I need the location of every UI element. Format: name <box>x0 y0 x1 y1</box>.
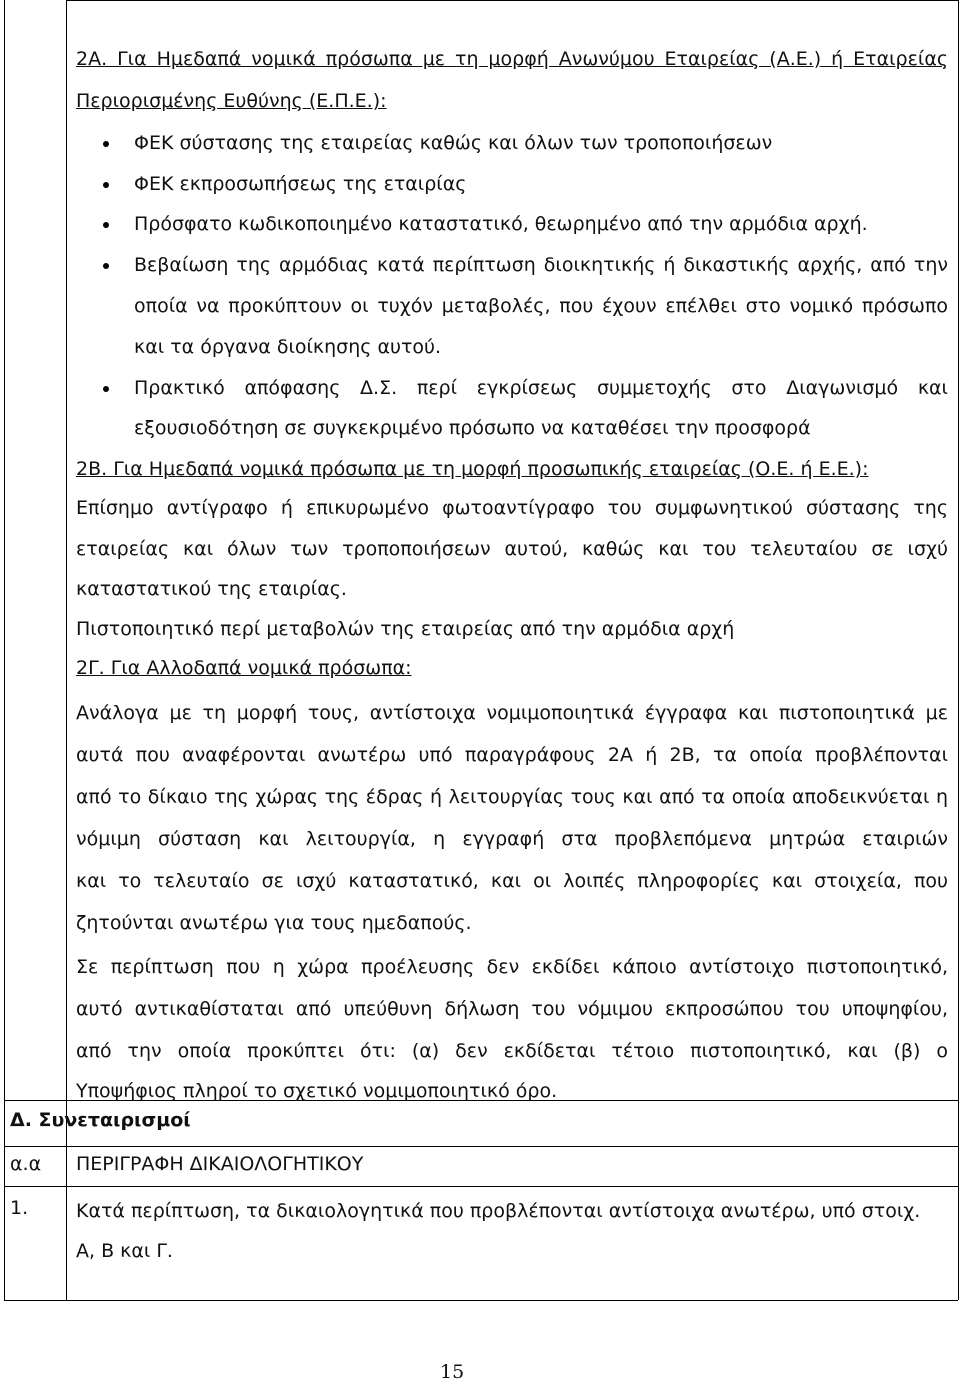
bullet-icon <box>103 263 109 269</box>
table-header-description: ΠΕΡΙΓΡΑΦΗ ΔΙΚΑΙΟΛΟΓΗΤΙΚΟΥ <box>76 1153 364 1175</box>
table-left-border <box>4 0 5 1300</box>
section-2c-heading: 2Γ. Για Αλλοδαπά νομικά πρόσωπα: <box>76 657 412 679</box>
table-right-border <box>958 0 959 1300</box>
section-2a-heading-line2: Περιορισμένης Ευθύνης (Ε.Π.Ε.): <box>76 90 387 112</box>
section-2a-heading-line1: 2Α. Για Ημεδαπά νομικά πρόσωπα με τη μορφή Ανωνύμου Εταιρείας (Α.Ε.) ή Εταιρείας <box>76 48 948 70</box>
table-bottom-border <box>4 1300 958 1301</box>
page-number: 15 <box>440 1361 465 1383</box>
section-2b-paragraph-line: εταιρείας και όλων των τροποποιήσεων αυτού, καθώς και του τελευταίου σε ισχύ <box>76 538 948 560</box>
table-row-number: 1. <box>10 1197 29 1219</box>
bullet-item-text: ΦΕΚ σύστασης της εταιρείας καθώς και όλων των τροποποιήσεων <box>134 132 773 154</box>
section-2c-paragraph-line: ζητούνται ανωτέρω για τους ημεδαπούς. <box>76 912 472 934</box>
bullet-icon <box>103 141 109 147</box>
bullet-item-text: και τα όργανα διοίκησης αυτού. <box>134 336 442 358</box>
bullet-item-text: Πρακτικό απόφασης Δ.Σ. περί εγκρίσεως συμμετοχής στο Διαγωνισμό και <box>134 377 948 399</box>
table-divider-above-header <box>4 1146 958 1147</box>
bullet-icon <box>103 222 109 228</box>
section-2c-paragraph-line: νόμιμη σύσταση και λειτουργία, η εγγραφή στα προβλεπόμενα μητρώα εταιριών <box>76 828 948 850</box>
table-row-description: Κατά περίπτωση, τα δικαιολογητικά που προβλέπονται αντίστοιχα ανωτέρω, υπό στοιχ. <box>76 1200 921 1222</box>
section-2c-paragraph-line: από το δίκαιο της χώρας της έδρας ή λειτουργίας τους και από τα οποία αποδεικνύεται η <box>76 786 948 808</box>
section-2b-paragraph-line: Επίσημο αντίγραφο ή επικυρωμένο φωτοαντίγραφο του συμφωνητικού σύστασης της <box>76 497 948 519</box>
section-2c-paragraph-line: Ανάλογα με τη μορφή τους, αντίστοιχα νομιμοποιητικά έγγραφα και πιστοποιητικά με <box>76 702 948 724</box>
table-column-divider <box>66 0 67 1300</box>
section-2c-paragraph-line: αυτά που αναφέρονται ανωτέρω υπό παραγράφους 2Α ή 2Β, τα οποία προβλέπονται <box>76 744 948 766</box>
table-top-border-right <box>66 0 958 1</box>
section-2c-paragraph-line: από την οποία προκύπτει ότι: (α) δεν εκδίδεται τέτοιο πιστοποιητικό, και (β) ο <box>76 1040 948 1062</box>
section-2c-paragraph-line: Σε περίπτωση που η χώρα προέλευσης δεν εκδίδει κάποιο αντίστοιχο πιστοποιητικό, <box>76 956 948 978</box>
bullet-icon <box>103 386 109 392</box>
bullet-item-text: Βεβαίωση της αρμόδιας κατά περίπτωση διοικητικής ή δικαστικής αρχής, από την <box>134 254 948 276</box>
section-2c-paragraph-line: και το τελευταίο σε ισχύ καταστατικό, και οι λοιπές πληροφορίες και στοιχεία, που <box>76 870 948 892</box>
section-2b-paragraph-line: καταστατικού της εταιρίας. <box>76 578 347 600</box>
table-header-number: α.α <box>10 1153 42 1175</box>
bullet-item-text: ΦΕΚ εκπροσωπήσεως της εταιρίας <box>134 173 467 195</box>
bullet-item-text: οποία να προκύπτουν οι τυχόν μεταβολές, που έχουν επέλθει στο νομικό πρόσωπο <box>134 295 948 317</box>
section-2c-paragraph-line: Υποψήφιος πληροί το σχετικό νομιμοποιητικό όρο. <box>76 1080 558 1102</box>
table-row-description: Α, Β και Γ. <box>76 1240 173 1262</box>
section-2b-certificate-line: Πιστοποιητικό περί μεταβολών της εταιρείας από την αρμόδια αρχή <box>76 618 735 640</box>
section-d-heading: Δ. Συνεταιρισμοί <box>10 1109 191 1131</box>
section-2c-paragraph-line: αυτό αντικαθίσταται από υπεύθυνη δήλωση του νόμιμου εκπροσώπου του υποψηφίου, <box>76 998 948 1020</box>
bullet-item-text: εξουσιοδότηση σε συγκεκριμένο πρόσωπο να καταθέσει την προσφορά <box>134 417 811 439</box>
bullet-icon <box>103 182 109 188</box>
table-divider-below-header <box>4 1186 958 1187</box>
bullet-item-text: Πρόσφατο κωδικοποιημένο καταστατικό, θεωρημένο από την αρμόδια αρχή. <box>134 213 868 235</box>
section-2b-heading: 2Β. Για Ημεδαπά νομικά πρόσωπα με τη μορφή προσωπικής εταιρείας (Ο.Ε. ή Ε.Ε.): <box>76 458 869 480</box>
